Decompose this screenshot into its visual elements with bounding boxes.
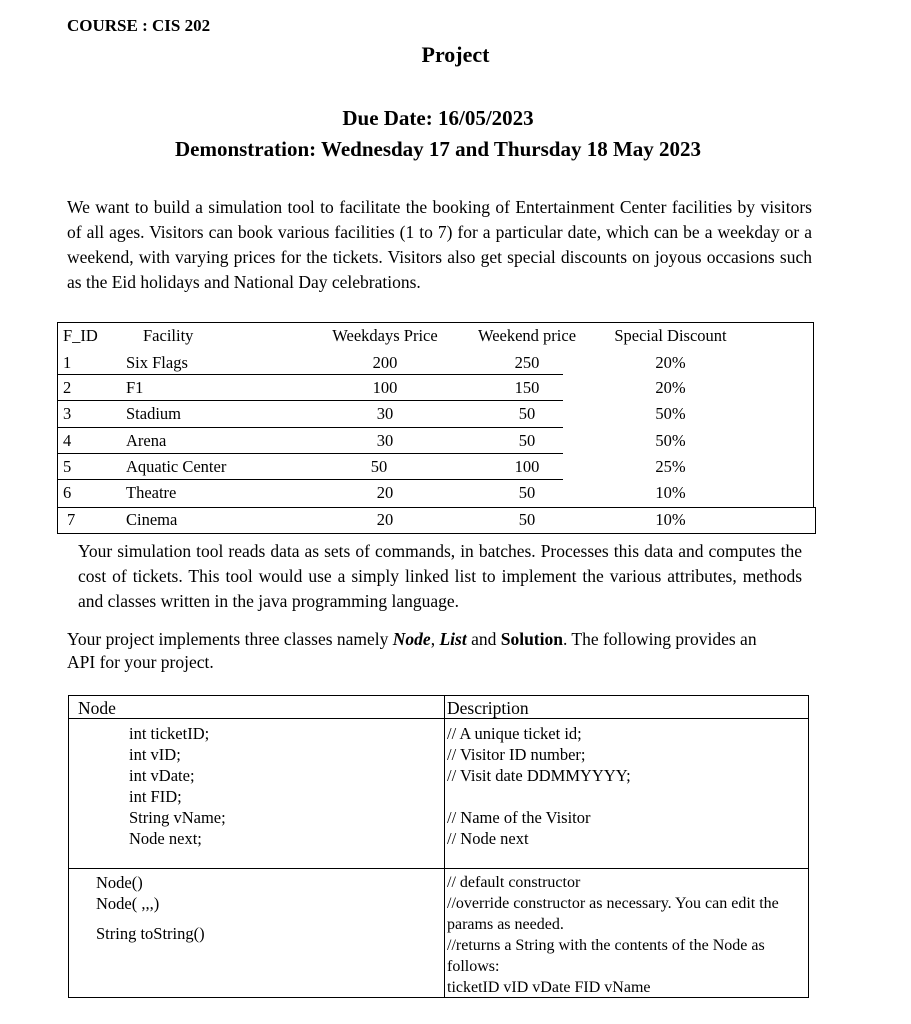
- method-default-constructor: Node(): [96, 873, 143, 892]
- row-divider: [57, 453, 563, 454]
- demonstration-date: Demonstration: Wednesday 17 and Thursday 18 May 2023: [174, 137, 702, 161]
- classes-paragraph: [67, 628, 787, 674]
- desc-ticketid: // A unique ticket id;: [447, 724, 582, 743]
- desc-vdate: // Visit date DDMMYYYY;: [447, 766, 631, 785]
- header-facility: Facility: [143, 326, 194, 345]
- cell-special-discount: 50%: [655, 404, 686, 423]
- cell-facility: Aquatic Center: [126, 457, 227, 476]
- tostring-format: ticketID vID vDate FID vName: [447, 979, 651, 996]
- api-header-node: Node: [78, 698, 116, 718]
- cell-fid: 6: [63, 483, 72, 502]
- cell-weekday-price: 30: [376, 431, 394, 450]
- field-ticketid: int ticketID;: [129, 724, 210, 743]
- desc-tostring: //returns a String with the contents of the Node as follows:: [447, 937, 765, 975]
- field-vid: int vID;: [129, 745, 181, 764]
- due-date: Due Date: 16/05/2023: [342, 106, 534, 130]
- cell-weekend-price: 50: [518, 510, 536, 529]
- cell-special-discount: 20%: [655, 353, 686, 372]
- method-override-constructor: Node( ,,,): [96, 894, 160, 913]
- para3-prefix: Your project implements three classes namely: [67, 629, 393, 649]
- cell-weekend-price: 100: [514, 457, 540, 476]
- cell-special-discount: 10%: [655, 483, 686, 502]
- header-fid: F_ID: [63, 326, 98, 345]
- desc-vname: // Name of the Visitor: [447, 808, 591, 827]
- cell-fid: 2: [63, 378, 72, 397]
- class-node: Node: [392, 629, 431, 649]
- field-vname: String vName;: [129, 808, 226, 827]
- node-methods: [96, 872, 205, 944]
- column-divider: [444, 696, 445, 997]
- row-divider: [57, 427, 563, 428]
- para3-suffix: . The following provides an API for your project.: [67, 629, 757, 672]
- cell-special-discount: 20%: [655, 378, 686, 397]
- header-weekend-price: Weekend price: [477, 326, 577, 345]
- desc-override-constructor: //override constructor as necessary. You can edit the params as needed.: [447, 895, 779, 933]
- header-weekday-price: Weekdays Price: [332, 326, 438, 345]
- desc-next: // Node next: [447, 829, 529, 848]
- para3-and: and: [466, 629, 501, 649]
- header-divider: [69, 718, 808, 719]
- cell-weekday-price: 20: [376, 483, 394, 502]
- cell-facility: Stadium: [126, 404, 182, 423]
- cell-weekend-price: 50: [518, 431, 536, 450]
- cell-fid: 1: [63, 353, 72, 372]
- row-divider: [57, 400, 563, 401]
- cell-facility: Cinema: [126, 510, 178, 529]
- header-special-discount: Special Discount: [614, 326, 727, 345]
- cell-weekday-price: 20: [376, 510, 394, 529]
- field-fid: int FID;: [129, 787, 182, 806]
- row-divider: [57, 479, 563, 480]
- simulation-paragraph: Your simulation tool reads data as sets of commands, in batches. Processes this data and computes the cost of tickets. This tool would use a simply linked list to implement the various attributes, methods and classes written in the java programming language.: [78, 541, 802, 611]
- course-label: COURSE : CIS 202: [67, 16, 211, 35]
- cell-weekend-price: 150: [514, 378, 540, 397]
- node-fields: [129, 723, 226, 849]
- cell-weekday-price: 200: [372, 353, 398, 372]
- row-divider: [57, 374, 563, 375]
- cell-facility: Six Flags: [126, 353, 188, 372]
- class-solution: Solution: [500, 629, 563, 649]
- cell-special-discount: 10%: [655, 510, 686, 529]
- cell-facility: Arena: [126, 431, 167, 450]
- cell-weekend-price: 250: [514, 353, 540, 372]
- cell-weekday-price: 30: [376, 404, 394, 423]
- node-api-table: [68, 695, 809, 998]
- cell-weekend-price: 50: [518, 483, 536, 502]
- cell-weekday-price: 100: [372, 378, 398, 397]
- cell-special-discount: 25%: [655, 457, 686, 476]
- desc-default-constructor: // default constructor: [447, 874, 581, 891]
- cell-fid: 4: [63, 431, 72, 450]
- field-vdate: int vDate;: [129, 766, 195, 785]
- api-header-description: Description: [447, 698, 529, 718]
- desc-vid: // Visitor ID number;: [447, 745, 586, 764]
- cell-facility: F1: [126, 378, 144, 397]
- section-divider: [69, 868, 808, 869]
- method-descriptions: [447, 872, 797, 998]
- cell-fid: 3: [63, 404, 72, 423]
- cell-special-discount: 50%: [655, 431, 686, 450]
- intro-paragraph: We want to build a simulation tool to facilitate the booking of Entertainment Center facilities by visitors of all ages. Visitors can book various facilities (1 to 7) for a particular date, which can be a weekday or a weekend, with varying prices for the tickets. Visitors also get special discounts on joyous occasions such as the Eid holidays and National Day celebrations.: [67, 197, 812, 292]
- field-next: Node next;: [129, 829, 202, 848]
- class-list: List: [439, 629, 467, 649]
- cell-fid: 5: [63, 457, 72, 476]
- cell-facility: Theatre: [126, 483, 177, 502]
- cell-weekday-price: 50: [370, 457, 388, 476]
- page-title: Project: [421, 42, 490, 67]
- cell-weekend-price: 50: [518, 404, 536, 423]
- cell-fid: 7: [67, 510, 76, 529]
- method-tostring: String toString(): [96, 924, 205, 943]
- para3-comma: ,: [430, 629, 440, 649]
- field-descriptions: [447, 723, 631, 849]
- facilities-table: [57, 322, 813, 534]
